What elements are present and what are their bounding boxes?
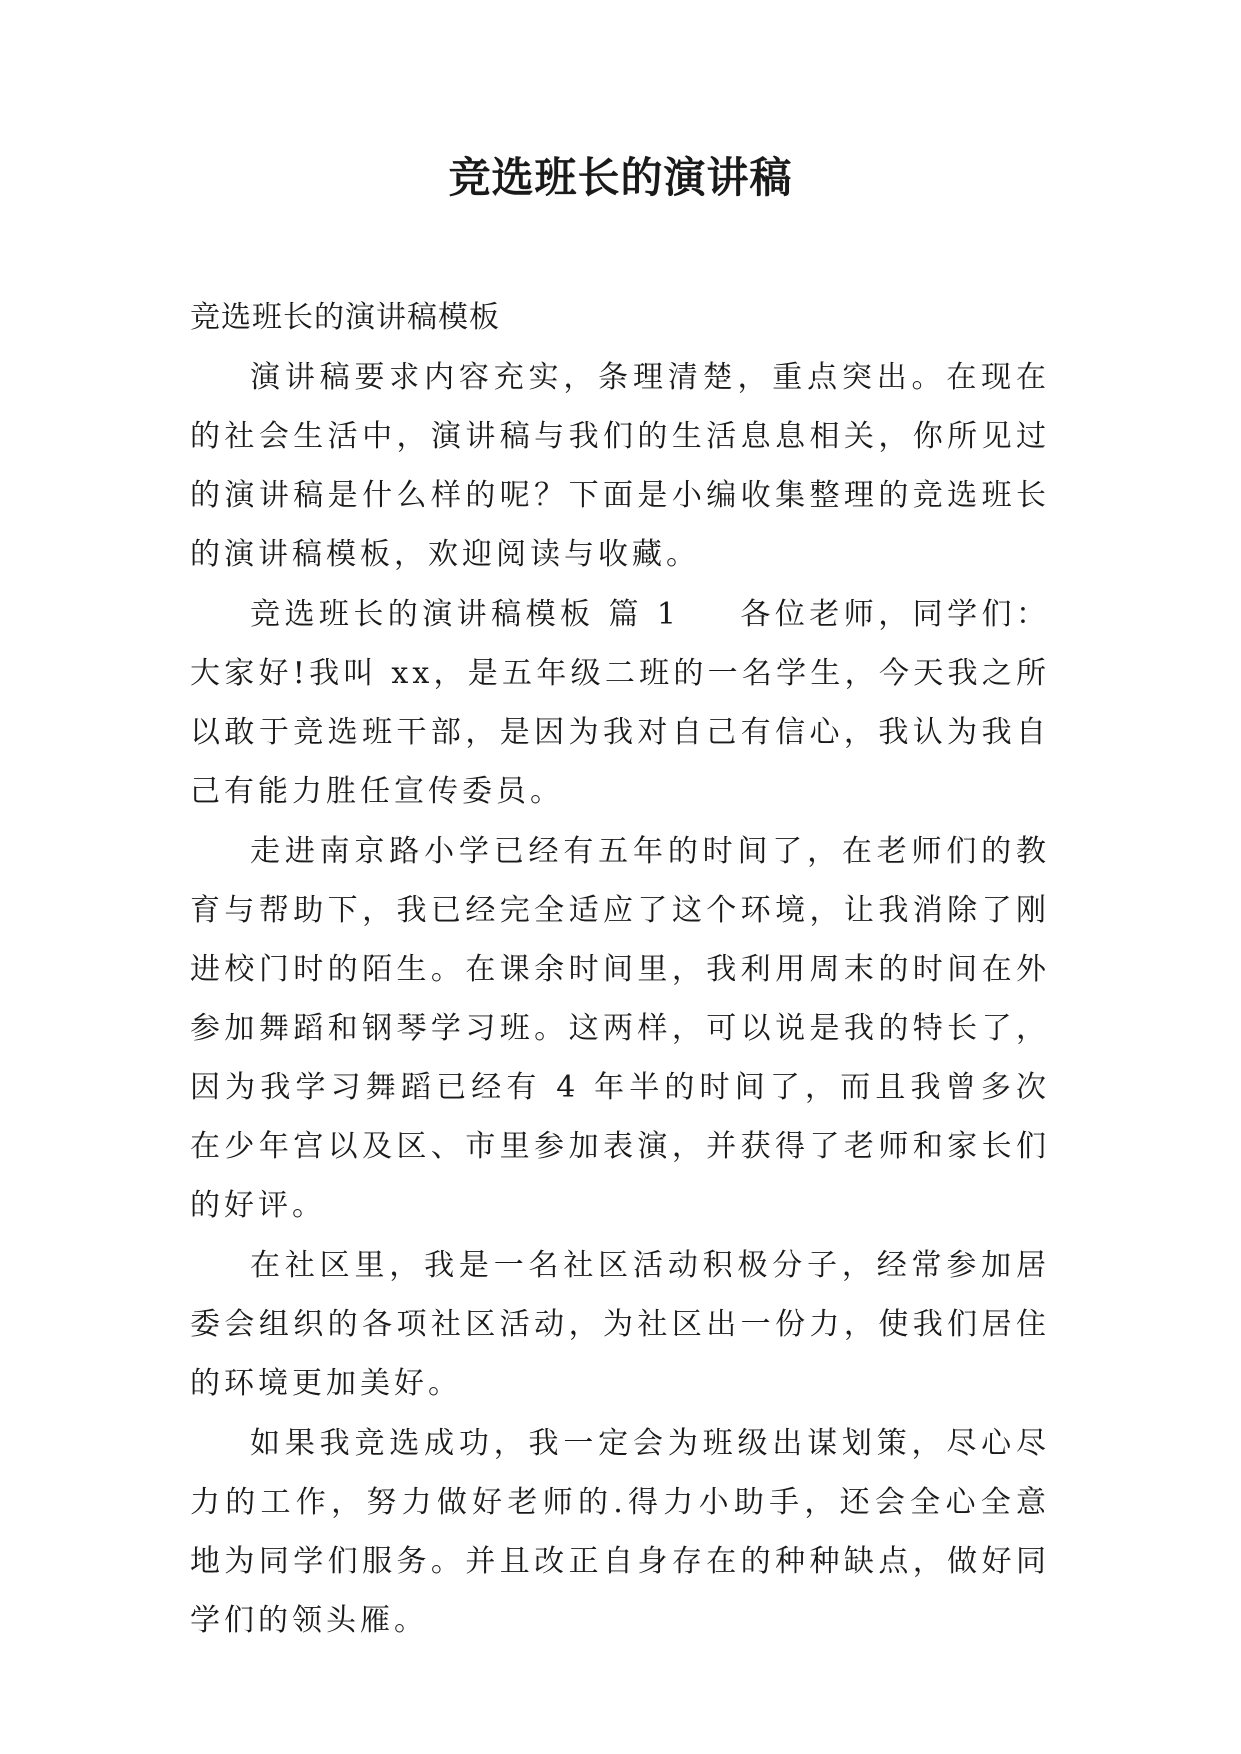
intro-paragraph: 演讲稿要求内容充实，条理清楚，重点突出。在现在的社会生活中，演讲稿与我们的生活息息相关，你所见过的演讲稿是什么样的呢？下面是小编收集整理的竞选班长的演讲稿模板，欢迎阅读与收藏。 bbox=[190, 360, 1050, 572]
document-body bbox=[190, 288, 1050, 1651]
body-paragraph: 在社区里，我是一名社区活动积极分子，经常参加居委会组织的各项社区活动，为社区出一份力，使我们居住的环境更加美好。 bbox=[190, 1248, 1050, 1401]
section-paragraph bbox=[190, 585, 1050, 821]
document-subtitle: 竞选班长的演讲稿模板 bbox=[190, 300, 500, 335]
body-paragraph: 走进南京路小学已经有五年的时间了，在老师们的教育与帮助下，我已经完全适应了这个环境，让我消除了刚进校门时的陌生。在课余时间里，我利用周末的时间在外参加舞蹈和钢琴学习班。这两样，可以说是我的特长了，因为我学习舞蹈已经有 4 年半的时间了，而且我曾多次在少年宫以及区、市里参加表演，并获得了老师和家长们的好评。 bbox=[190, 834, 1050, 1223]
body-paragraph: 如果我竞选成功，我一定会为班级出谋划策，尽心尽力的工作，努力做好老师的.得力小助手，还会全心全意地为同学们服务。并且改正自身存在的种种缺点，做好同学们的领头雁。 bbox=[190, 1426, 1050, 1638]
section-opening-text: 各位老师，同学们：大家好!我叫 xx，是五年级二班的一名学生，今天我之所以敢于竞选班干部，是因为我对自己有信心，我认为我自己有能力胜任宣传委员。 bbox=[190, 597, 1050, 809]
section-heading: 竞选班长的演讲稿模板 篇 1 bbox=[250, 597, 680, 632]
document-title: 竞选班长的演讲稿 bbox=[448, 153, 793, 202]
